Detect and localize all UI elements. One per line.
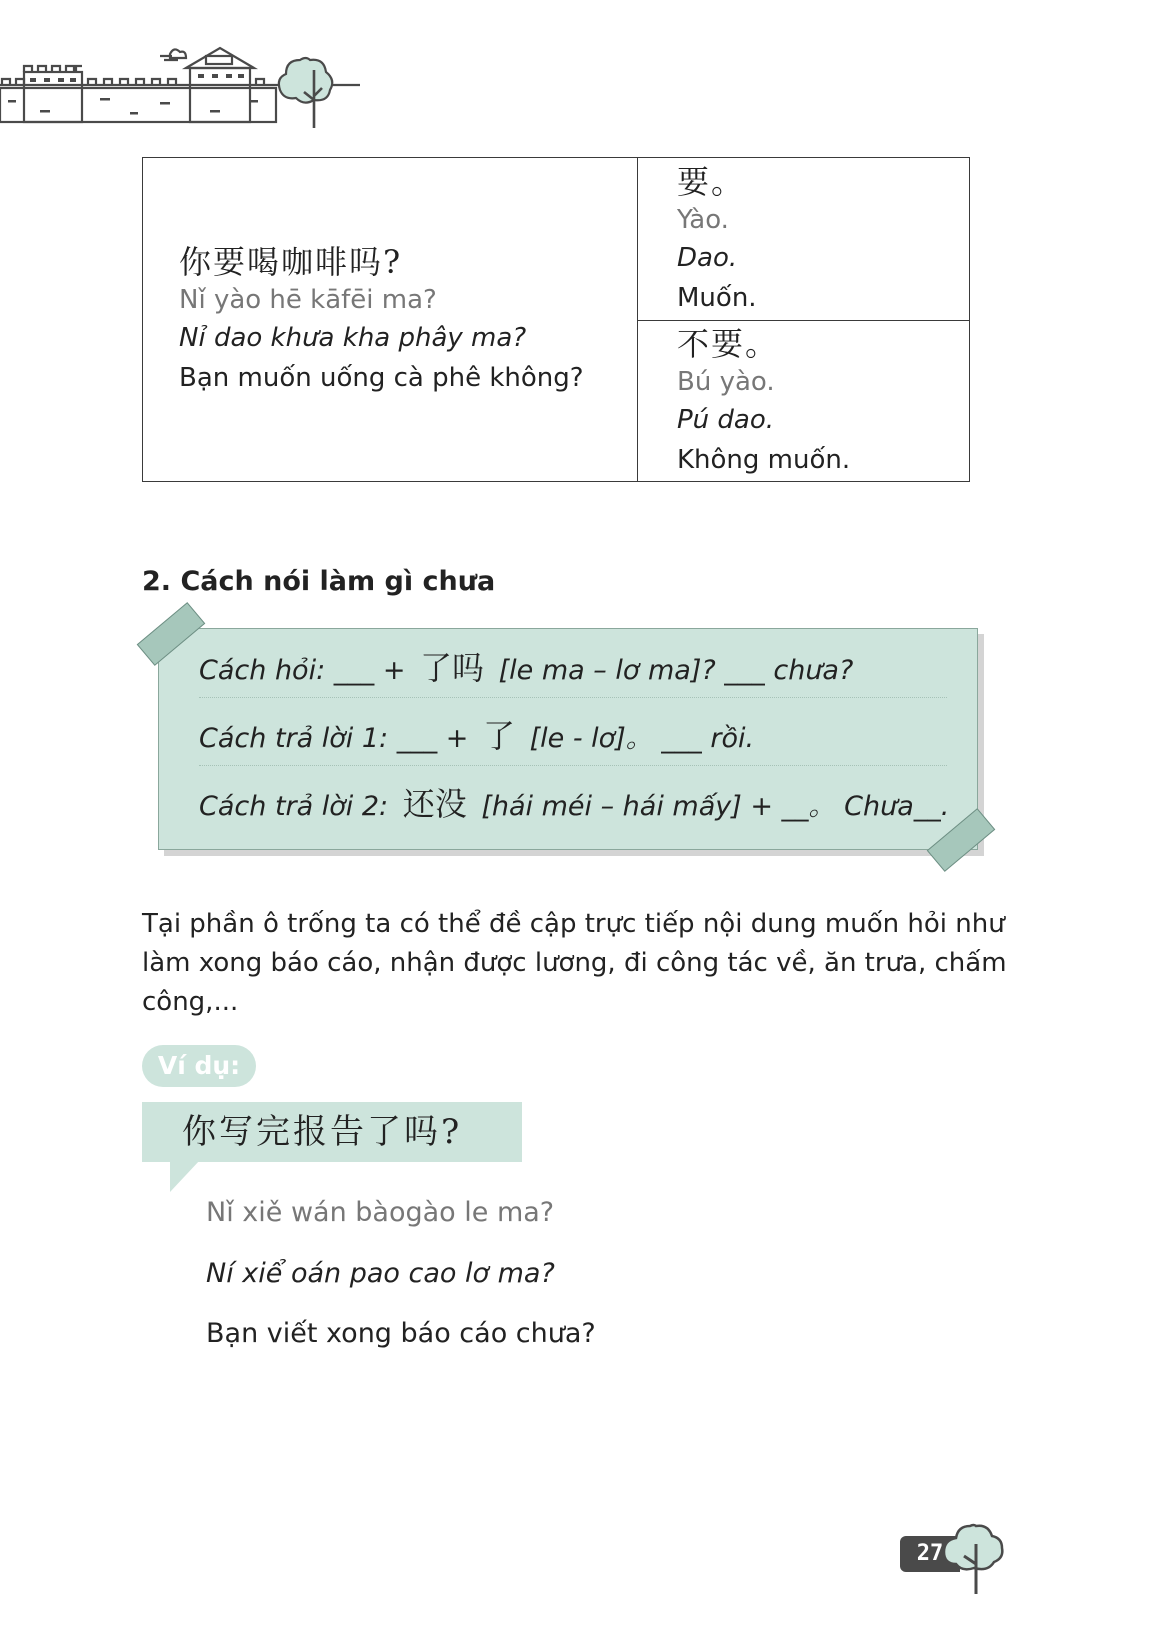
example-han: 你写完报告了吗? <box>182 1112 463 1152</box>
formula-text: [le - lơ]。 ___ rồi. <box>521 723 755 754</box>
answer-pinyin: Bú yào. <box>677 367 775 397</box>
answer-viet: Không muốn. <box>677 445 851 475</box>
formula-line-answer-1 <box>199 707 947 766</box>
formula-text: Cách trả lời 2: <box>199 791 397 822</box>
tree-icon <box>940 1520 1010 1595</box>
example-viet-phonetic: Ní xiể oán pao cao lơ ma? <box>206 1258 555 1289</box>
page-number: 27 <box>900 1536 960 1572</box>
table-divider-horizontal <box>637 320 969 321</box>
example-viet: Bạn viết xong báo cáo chưa? <box>206 1318 596 1349</box>
formula-line-answer-2 <box>199 775 950 833</box>
example-pinyin: Nǐ xiě wán bàogào le ma? <box>206 1197 555 1228</box>
question-cell <box>179 242 584 398</box>
formula-text: [hái méi – hái mấy] + __。 Chưa__. <box>472 791 950 822</box>
formula-text: [le ma – lơ ma]? ___ chưa? <box>490 655 854 686</box>
formula-han: 还没 <box>402 785 467 823</box>
formula-text: Cách trả lời 1: ___ + <box>199 723 478 754</box>
answer-han: 要。 <box>677 163 746 201</box>
dialog-table <box>142 157 970 482</box>
answer-viet-phonetic: Dao. <box>677 243 738 273</box>
formula-box <box>158 628 978 850</box>
question-viet-phonetic: Nỉ dao khưa kha phây ma? <box>179 323 527 353</box>
answer-pinyin: Yào. <box>677 205 729 235</box>
section-heading: 2. Cách nói làm gì chưa <box>142 566 496 597</box>
great-wall-illustration <box>0 40 360 130</box>
question-viet: Bạn muốn uống cà phê không? <box>179 363 584 393</box>
answer-han: 不要。 <box>677 325 780 363</box>
answer-viet-phonetic: Pú dao. <box>677 405 775 435</box>
example-label: Ví dụ: <box>142 1045 256 1087</box>
formula-han: 了 <box>483 717 516 755</box>
answer-cell-no <box>677 324 850 480</box>
explanation-paragraph: Tại phần ô trống ta có thể đề cập trực tiếp nội dung muốn hỏi như làm xong báo cáo, nhận được lương, đi công tác về, ăn trưa, chấm công,... <box>142 909 1007 1017</box>
speech-bubble-tail <box>170 1160 200 1192</box>
answer-cell-yes <box>677 162 757 318</box>
question-han: 你要喝咖啡吗? <box>179 243 403 281</box>
formula-han: 了吗 <box>420 649 485 687</box>
answer-viet: Muốn. <box>677 283 757 313</box>
formula-line-question <box>199 639 947 698</box>
formula-text: Cách hỏi: ___ + <box>199 655 415 686</box>
question-pinyin: Nǐ yào hē kāfēi ma? <box>179 285 437 315</box>
